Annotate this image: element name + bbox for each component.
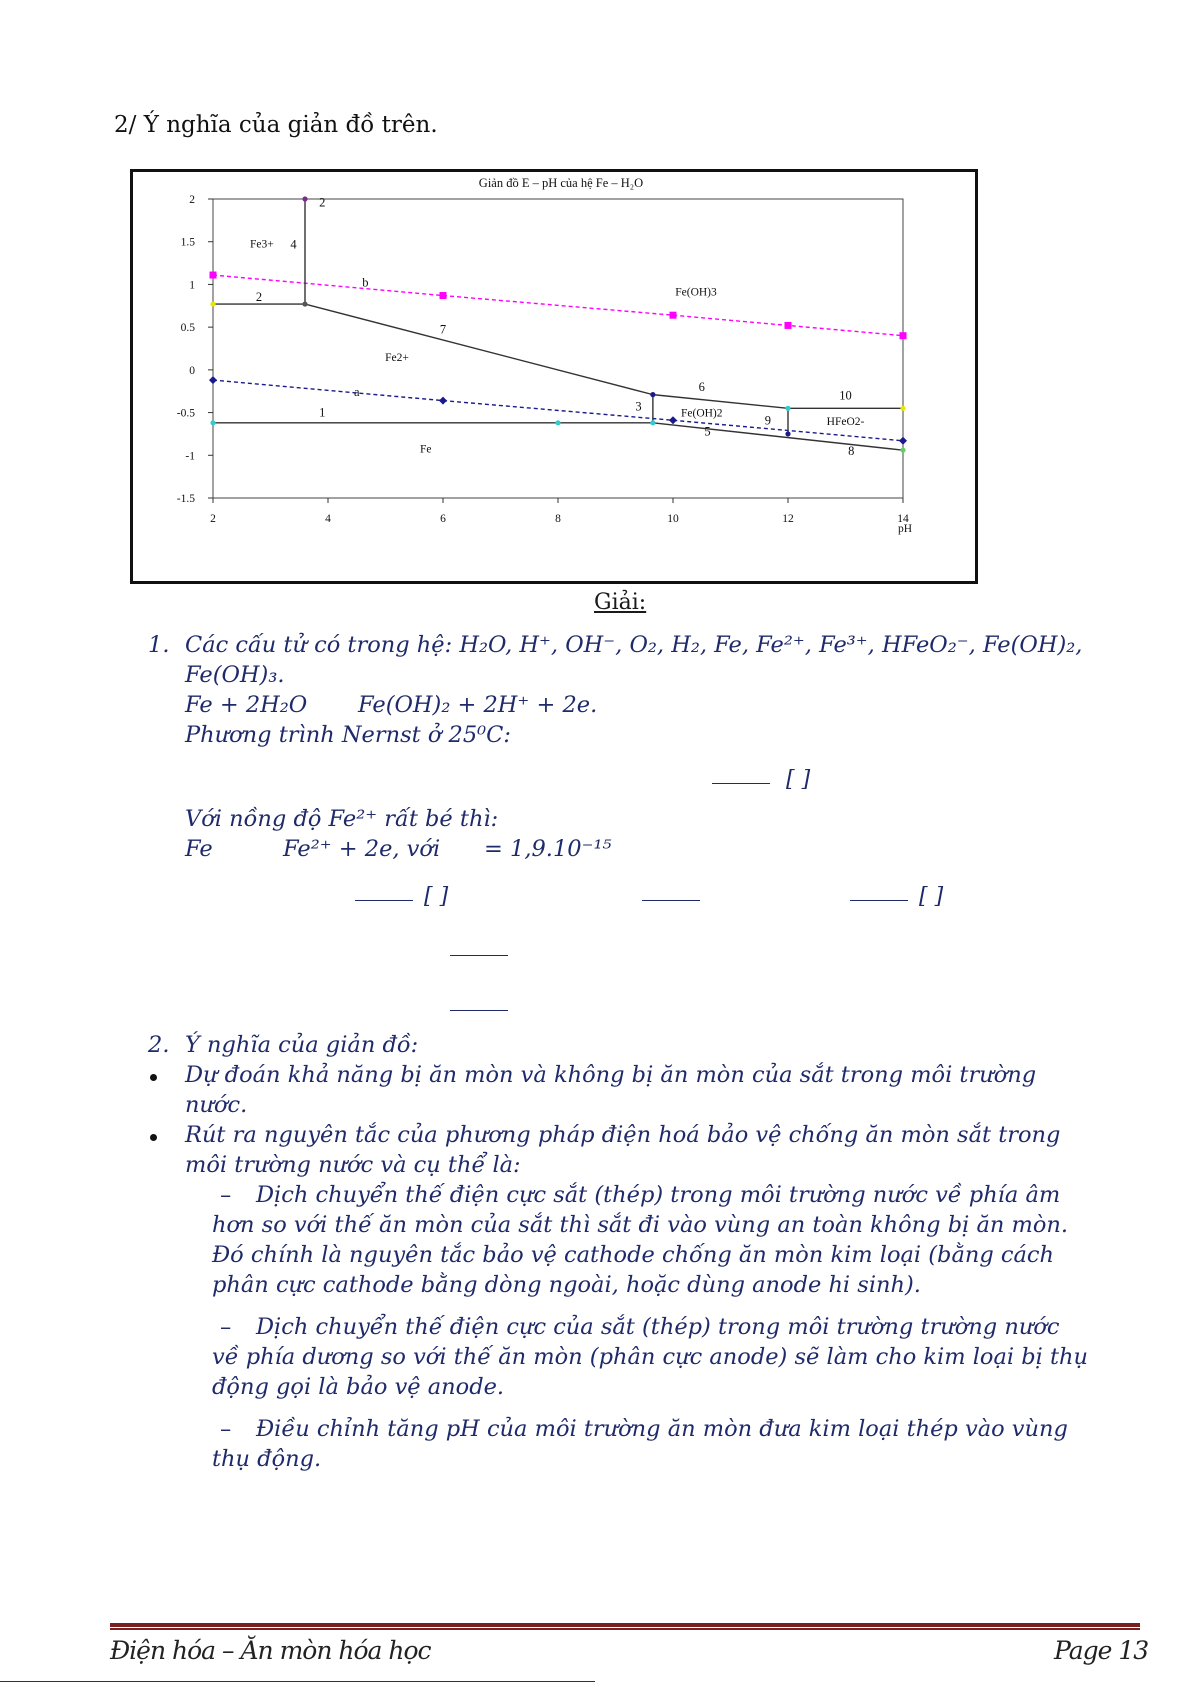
- junction-marker: [302, 196, 307, 201]
- species-line-2: Fe(OH)₃.: [185, 662, 285, 688]
- data-point: [785, 322, 792, 329]
- junction-marker: [900, 448, 905, 453]
- dash-1-line-4: phân cực cathode bằng dòng ngoài, hoặc dùng anode hi sinh).: [212, 1272, 921, 1298]
- dash-3-line-2: thụ động.: [212, 1446, 322, 1472]
- y-tick-label: 2: [189, 194, 195, 206]
- series-line-a: [213, 380, 903, 441]
- chart-canvas: [133, 172, 975, 581]
- junction-marker: [650, 392, 655, 397]
- line-label: 7: [439, 322, 447, 337]
- bullet-2-line-2: môi trường nước và cụ thể là:: [185, 1152, 521, 1178]
- x-tick-label: 8: [555, 513, 561, 525]
- fraction-bar: [712, 783, 770, 784]
- section-1-number: 1.: [148, 632, 170, 658]
- junction-marker: [650, 420, 655, 425]
- section-heading: 2/ Ý nghĩa của giản đồ trên.: [114, 112, 438, 138]
- line-label: 6: [698, 379, 705, 394]
- footer-divider-thin: [110, 1628, 1140, 1630]
- data-point: [210, 272, 217, 279]
- dash-icon: –: [220, 1416, 232, 1442]
- line-label: 2: [255, 290, 263, 305]
- reaction-1-left: Fe + 2H₂O: [185, 692, 308, 718]
- boundary-line: [305, 304, 653, 395]
- e-ph-diagram: [130, 169, 978, 584]
- y-tick-label: -1: [185, 450, 195, 463]
- reaction-1-right: Fe(OH)₂ + 2H⁺ + 2e.: [358, 692, 598, 718]
- fraction-bar: [850, 900, 908, 901]
- bullet-2-line-1: Rút ra nguyên tắc của phương pháp điện hoá bảo vệ chống ăn mòn sắt trong: [185, 1122, 1061, 1148]
- data-point: [899, 437, 907, 445]
- line-label: 5: [704, 424, 711, 439]
- page-bottom-rule: [0, 1681, 595, 1682]
- line-label: 2: [319, 195, 326, 210]
- species-line-1: Các cấu tử có trong hệ: H₂O, H⁺, OH⁻, O₂, H₂, Fe, Fe²⁺, Fe³⁺, HFeO₂⁻, Fe(OH)₂,: [185, 632, 1083, 658]
- dash-1-line-3: Đó chính là nguyên tắc bảo vệ cathode chống ăn mòn kim loại (bằng cách: [212, 1242, 1055, 1268]
- boundary-line: [653, 423, 903, 450]
- region-label: Fe(OH)2: [680, 407, 723, 420]
- data-point: [440, 292, 447, 299]
- y-tick-label: 1: [189, 279, 195, 292]
- y-tick-label: 0.5: [180, 322, 195, 335]
- fraction-bar: [450, 955, 508, 956]
- x-axis-label: pH: [897, 523, 913, 535]
- junction-marker: [302, 301, 307, 306]
- y-tick-label: -0.5: [176, 407, 195, 420]
- region-label: Fe2+: [385, 352, 409, 365]
- fraction-bar: [355, 900, 413, 901]
- solution-title: Giải:: [594, 590, 647, 615]
- dash-3-line-1: Điều chỉnh tăng pH của môi trường ăn mòn đưa kim loại thép vào vùng: [256, 1416, 1068, 1442]
- x-tick-label: 12: [782, 513, 794, 525]
- junction-marker: [785, 406, 790, 411]
- line-label: b: [362, 275, 369, 290]
- section-2-title: Ý nghĩa của giản đồ:: [185, 1032, 419, 1058]
- region-label: Fe3+: [250, 238, 274, 251]
- dash-1-line-1: Dịch chuyển thế điện cực sắt (thép) trong môi trường nước về phía âm: [256, 1182, 1061, 1208]
- data-point: [209, 376, 217, 384]
- line-label: 9: [764, 413, 771, 428]
- nernst-label: Phương trình Nernst ở 25⁰C:: [185, 722, 511, 748]
- junction-marker: [210, 420, 215, 425]
- bullet-icon: [150, 1134, 157, 1141]
- line-label: 3: [635, 399, 642, 414]
- junction-marker: [555, 420, 560, 425]
- line-label: 10: [839, 388, 852, 403]
- series-line-b: [213, 275, 903, 336]
- ksp-value: = 1,9.10⁻¹⁵: [484, 836, 612, 862]
- region-label: Fe(OH)3: [675, 286, 717, 299]
- x-tick-label: 4: [325, 513, 331, 525]
- fraction-bar: [642, 900, 700, 901]
- x-tick-label: 14: [897, 513, 909, 525]
- fraction-bar: [450, 1010, 508, 1011]
- line-label: 8: [848, 444, 855, 459]
- data-point: [670, 312, 677, 319]
- line-label: 4: [290, 237, 297, 252]
- line-label: a: [353, 385, 360, 400]
- x-tick-label: 2: [210, 513, 216, 525]
- line-label: 1: [319, 405, 326, 420]
- dash-2-line-3: động gọi là bảo vệ anode.: [212, 1374, 505, 1400]
- x-tick-label: 6: [440, 513, 446, 525]
- region-label: Fe: [420, 443, 432, 456]
- section-2-number: 2.: [148, 1032, 170, 1058]
- bracket-pair: [ ]: [424, 884, 449, 909]
- bullet-1-line-2: nước.: [185, 1092, 248, 1118]
- low-concentration-label: Với nồng độ Fe²⁺ rất bé thì:: [185, 806, 499, 832]
- bullet-1-line-1: Dự đoán khả năng bị ăn mòn và không bị ăn mòn của sắt trong môi trường: [185, 1062, 1037, 1088]
- dash-icon: –: [220, 1182, 232, 1208]
- x-tick-label: 10: [667, 513, 679, 525]
- chart-title: Giản đồ E – pH của hệ Fe – H₂O: [478, 176, 644, 190]
- y-tick-label: -1.5: [176, 493, 195, 505]
- bracket-pair: [ ]: [919, 884, 944, 909]
- junction-marker: [900, 406, 905, 411]
- region-label: HFeO2-: [826, 416, 865, 429]
- junction-marker: [785, 431, 790, 436]
- data-point: [900, 332, 907, 339]
- dash-2-line-1: Dịch chuyển thế điện cực của sắt (thép) trong môi trường trường nước: [256, 1314, 1060, 1340]
- footer-divider: [110, 1623, 1140, 1627]
- data-point: [439, 397, 447, 405]
- bracket-pair: [ ]: [786, 767, 811, 792]
- reaction-2-right: Fe²⁺ + 2e, với: [283, 836, 441, 862]
- y-tick-label: 1.5: [180, 236, 195, 249]
- page-number: Page 13: [1054, 1636, 1149, 1665]
- bullet-icon: [150, 1074, 157, 1081]
- y-tick-label: 0: [189, 364, 195, 377]
- dash-1-line-2: hơn so với thế ăn mòn của sắt thì sắt đi vào vùng an toàn không bị ăn mòn.: [212, 1212, 1069, 1238]
- dash-icon: –: [220, 1314, 232, 1340]
- junction-marker: [210, 301, 215, 306]
- boundary-line: [653, 395, 788, 409]
- plot-area: [213, 199, 903, 498]
- data-point: [669, 416, 677, 424]
- reaction-2-left: Fe: [185, 836, 213, 862]
- footer-title: Điện hóa – Ăn mòn hóa học: [110, 1636, 431, 1665]
- dash-2-line-2: về phía dương so với thế ăn mòn (phân cực anode) sẽ làm cho kim loại bị thụ: [212, 1344, 1088, 1370]
